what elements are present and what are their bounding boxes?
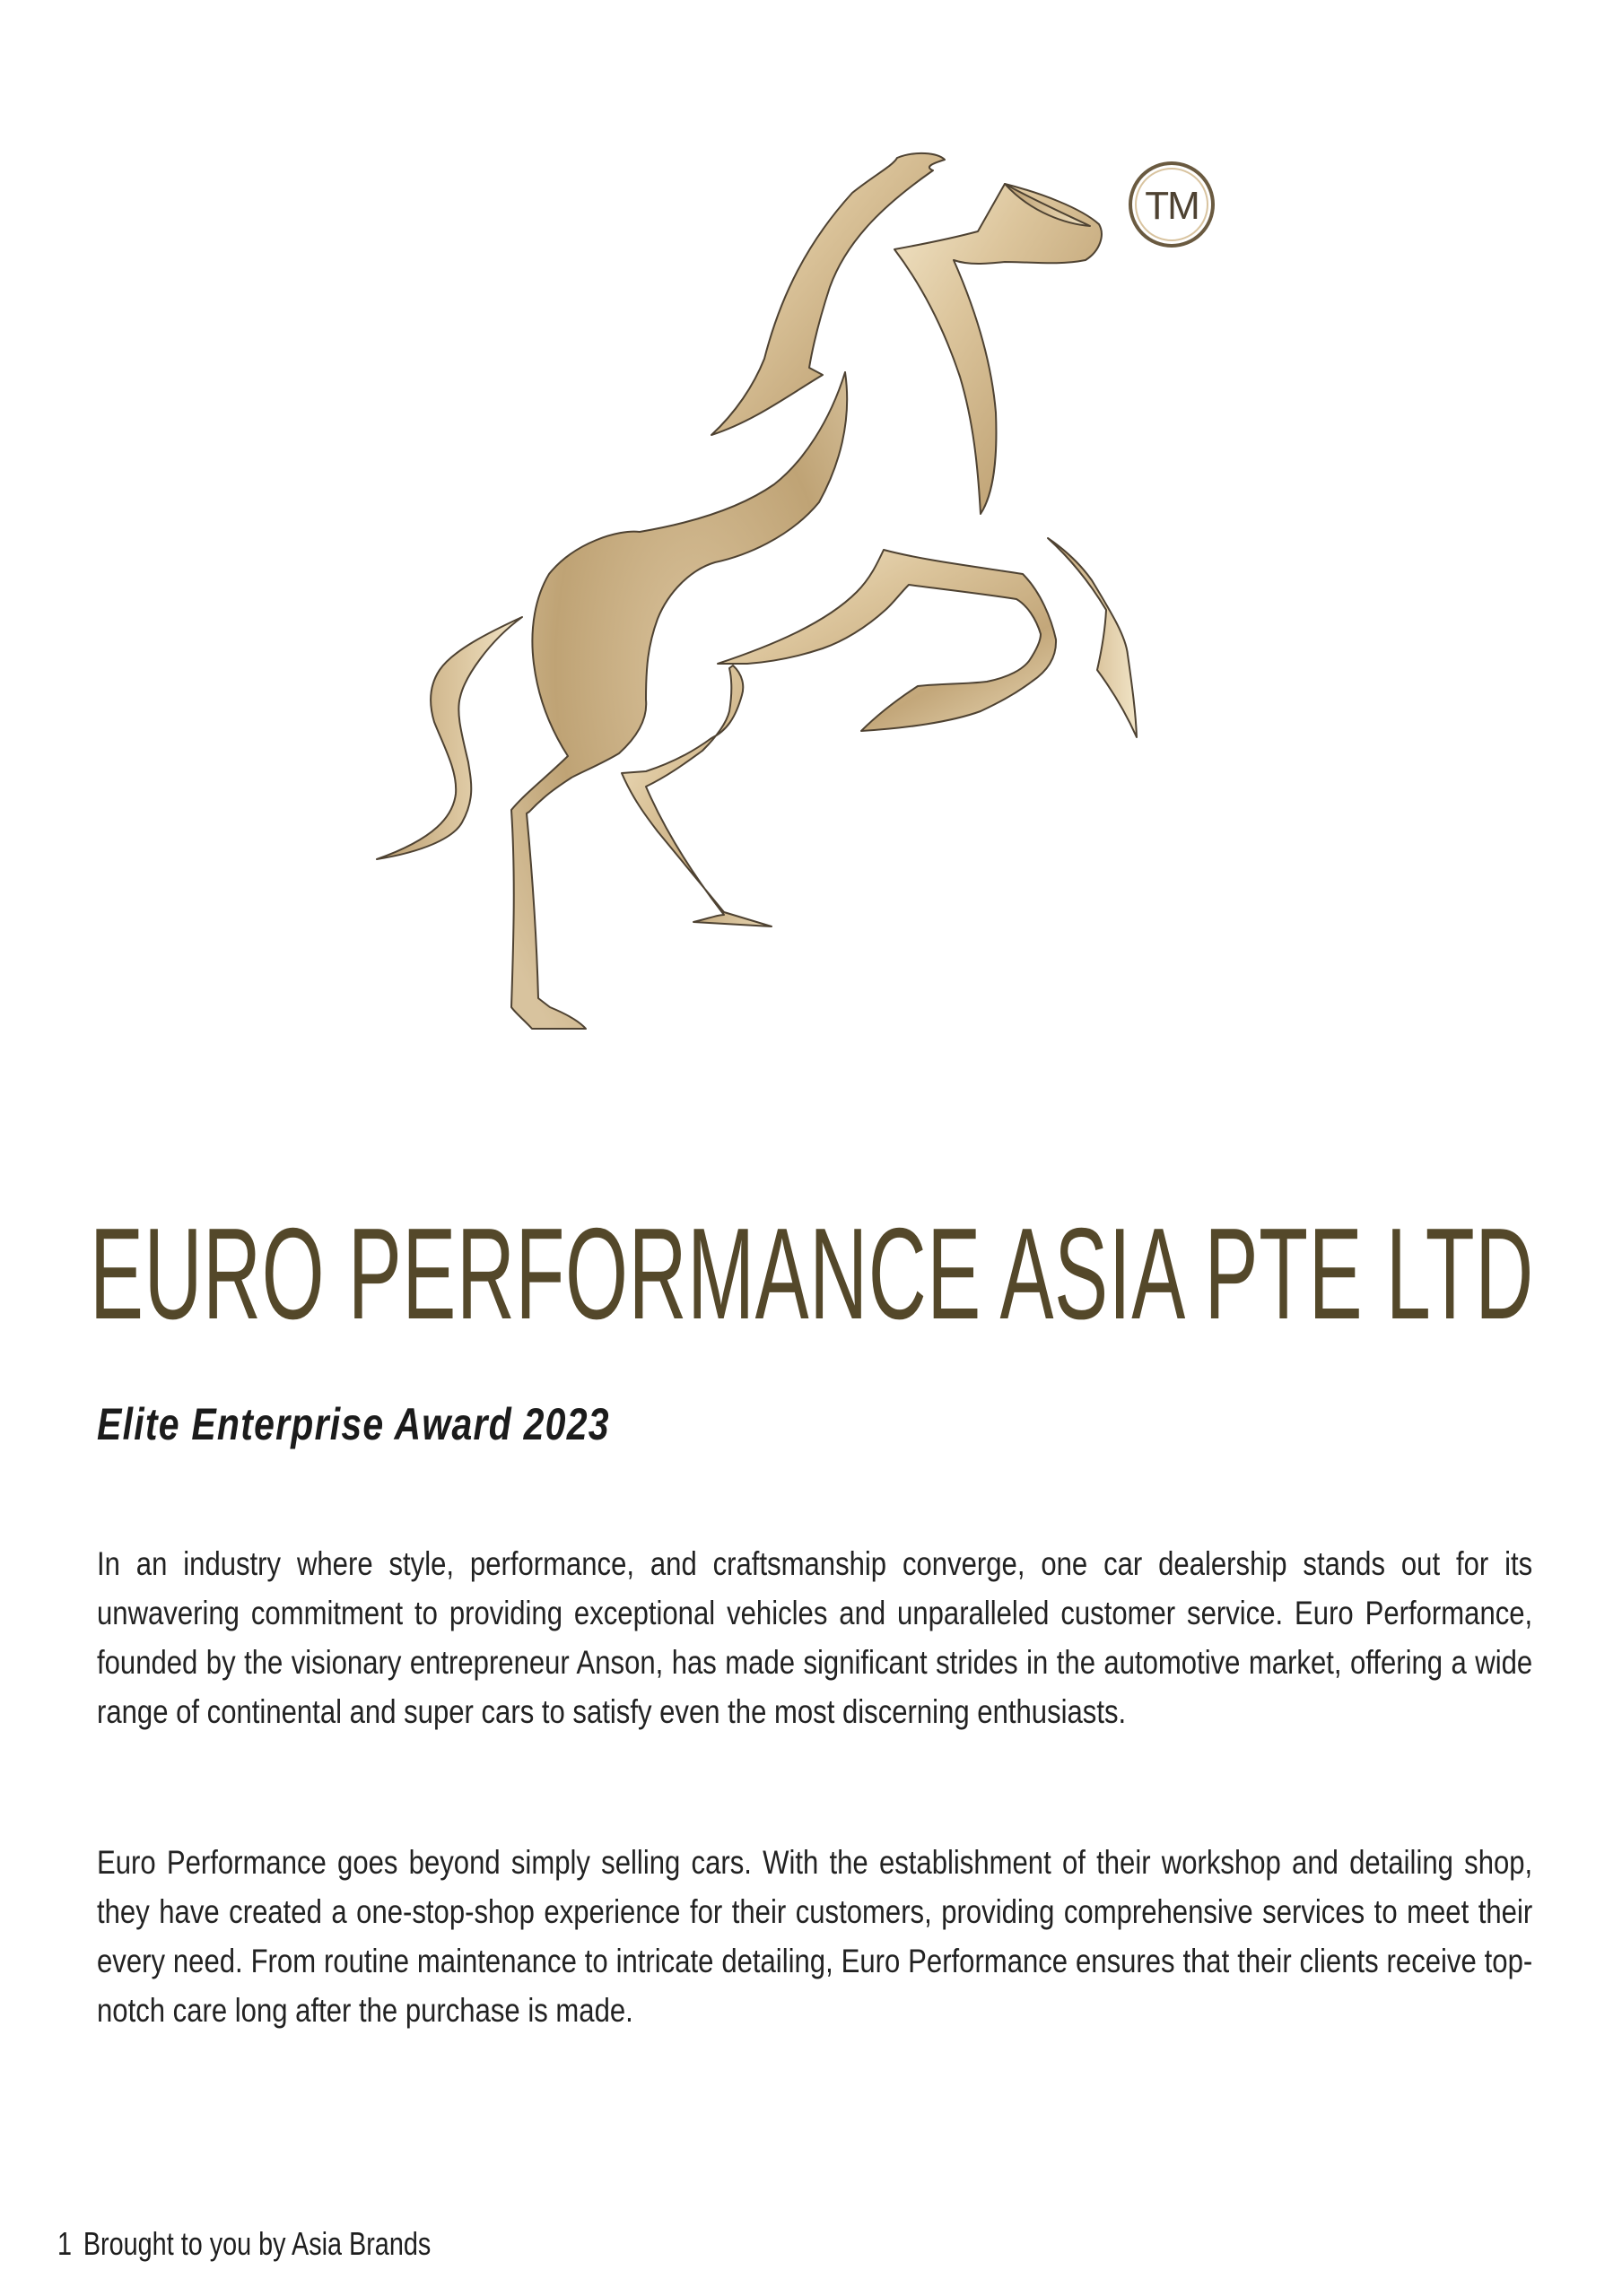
rearing-horse-icon (0, 0, 1622, 1076)
body-shape (511, 372, 847, 1029)
svg-text:TM: TM (1145, 184, 1199, 228)
article-paragraph-2 (97, 1838, 1532, 2035)
head-shape (894, 184, 1102, 514)
article-paragraph-1 (97, 1539, 1532, 1736)
mane-shape (711, 153, 945, 435)
trademark-icon (1130, 163, 1213, 246)
article-paragraph-2-text: Euro Performance goes beyond simply selling cars. With the establishment of their workshop and detailing shop, they have created a one-stop-shop experience for their customers, providing comprehensive services to meet their every need. From routine maintenance to intricate detailing, Euro Performance ensures that their clients receive top-notch care long after the purchase is made. (97, 1844, 1533, 2029)
footer-credit: Brought to you by Asia Brands (83, 2225, 432, 2262)
award-title (97, 1396, 722, 1453)
horse-logo (0, 0, 1622, 1076)
company-title (90, 1201, 1534, 1346)
tail-shape (377, 617, 522, 859)
article-paragraph-1-text: In an industry where style, performance, and craftsmanship converge, one car dealership stands out for its unwavering commitment to providing exceptional vehicles and unparalleled customer service. Euro Performance, founded by the visionary entrepreneur Anson, has made significant strides in the automotive market, offering a wide range of continental and super cars to satisfy even the most discerning enthusiasts. (97, 1545, 1533, 1730)
company-title-text: EURO PERFORMANCE ASIA PTE LTD (90, 1201, 1534, 1346)
award-title-text: Elite Enterprise Award 2023 (97, 1399, 610, 1449)
front-leg-shape (718, 550, 1056, 731)
page-number: 1 (57, 2225, 73, 2262)
front-leg-right-shape (1048, 538, 1137, 737)
page-footer (57, 2222, 524, 2266)
